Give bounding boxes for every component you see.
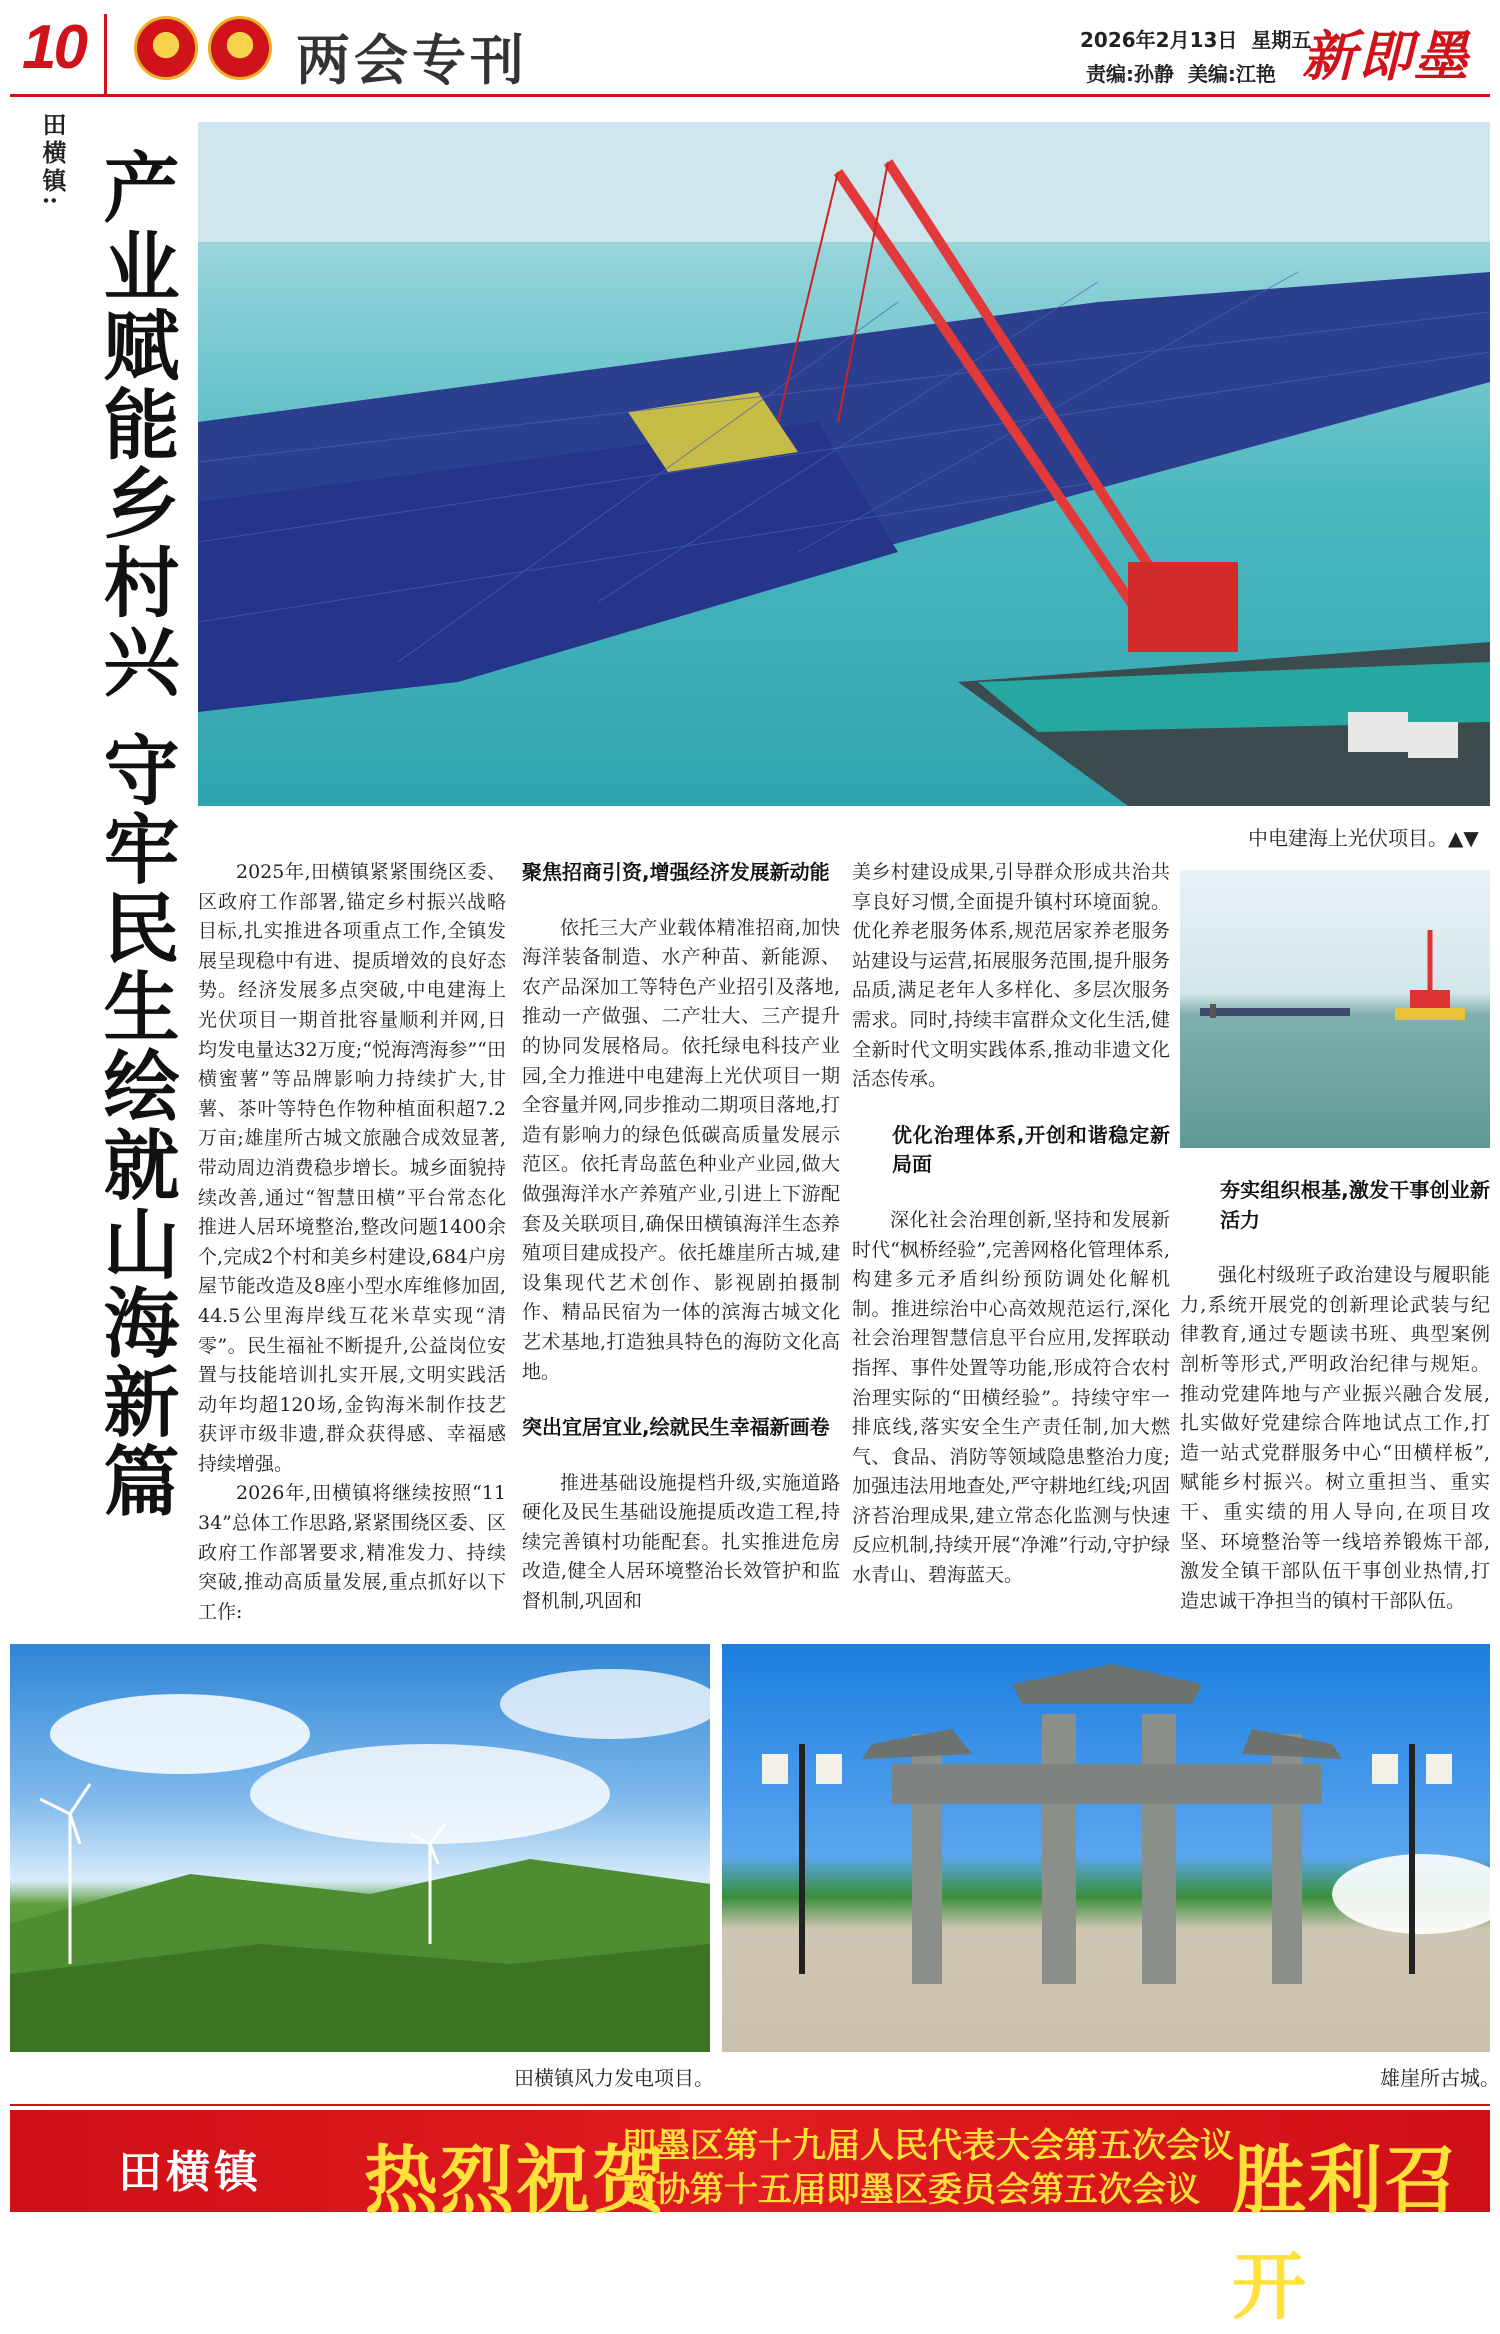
section-heading: 聚焦招商引资,增强经济发展新动能 (522, 860, 830, 884)
issue-date: 2026年2月13日 星期五 (1080, 28, 1312, 52)
section-title: 两会专刊 (296, 29, 528, 92)
banner-closing: 胜利召开 (1232, 2138, 1460, 2330)
ancient-gate-photo (722, 1644, 1490, 2052)
section-heading: 夯实组织根基,激发干事创业新活力 (1220, 1178, 1490, 1232)
cppcc-emblem-icon (208, 16, 272, 80)
banner-line-2: 政协第十五届即墨区委员会第五次会议 (622, 2170, 1200, 2210)
section-heading: 优化治理体系,开创和谐稳定新局面 (892, 1122, 1170, 1177)
article-headline: 产业赋能乡村兴 守牢民生绘就山海新篇 (91, 148, 180, 1521)
page-number: 10 (22, 13, 85, 82)
article-subtitle: 田横镇: (38, 112, 67, 209)
banner-town: 田横镇 (118, 2147, 262, 2198)
header-divider (104, 14, 107, 96)
wind-photo-caption: 田横镇风力发电项目。 (514, 2066, 714, 2090)
article-paragraph: 依托三大产业载体精准招商,加快海洋装备制造、水产种苗、新能源、农产品深加工等特色产业招引及落地,推动一产做强、二产壮大、三产提升的协同发展格局。依托绿电科技产业园,全力推进中电建海上光伏项目一期全容量并网,同步推动二期项目落地,打造有影响力的绿色低碳高质量发展示范区。依托青岛蓝色种业产业园,做大做强海洋水产养殖产业,引进上下游配套及关联项目,确保田横镇海洋生态养殖项目建成投产。依托雄崖所古城,建设集现代艺术创作、影视剧拍摄制作、精品民宿为一体的滨海古城文化艺术基地,打造独具特色的海防文化高地。 (522, 916, 840, 1383)
offshore-solar-photo (198, 122, 1490, 806)
solar-platform-photo (1180, 870, 1490, 1148)
national-emblem-icon (134, 16, 198, 80)
article-paragraph: 美乡村建设成果,引导群众形成共治共享良好习惯,全面提升镇村环境面貌。优化养老服务体系,规范居家养老服务站建设与运营,拓展服务范围,提升服务品质,满足老年人多样化、多层次服务需求。同时,持续丰富群众文化生活,健全新时代文明实践体系,推动非遗文化活态传承。 (852, 861, 1170, 1091)
article-column-4 (1180, 1176, 1490, 1616)
gate-photo-caption: 雄崖所古城。 (1380, 2066, 1500, 2090)
banner-line-1: 即墨区第十九届人民代表大会第五次会议 (622, 2126, 1234, 2166)
wind-power-illustration (10, 1644, 710, 2052)
editors-line: 责编:孙静 美编:江艳 (1086, 62, 1276, 86)
main-photo-caption: 中电建海上光伏项目。▲▼ (1248, 826, 1479, 850)
article-column-1 (198, 858, 506, 1627)
section-heading: 突出宜居宜业,绘就民生幸福新画卷 (522, 1415, 830, 1440)
wind-power-photo (10, 1644, 710, 2052)
article-paragraph: 2025年,田横镇紧紧围绕区委、区政府工作部署,锚定乡村振兴战略目标,扎实推进各项重点工作,全镇发展呈现稳中有进、提质增效的良好态势。经济发展多点突破,中电建海上光伏项目一期首批容量顺利并网,日均发电量达32万度;“悦海湾海参”“田横蜜薯”等品牌影响力持续扩大,甘薯、茶叶等特色作物种植面积超7.2万亩;雄崖所古城文旅融合成效显著,带动周边消费稳步增长。城乡面貌持续改善,通过“智慧田横”平台常态化推进人居环境整治,整改问题1400余个,完成2个村和美乡村建设,684户房屋节能改造及8座小型水库维修加固,44.5公里海岸线互花米草实现“清零”。民生福祉不断提升,公益岗位安置与技能培训扎实开展,文明实践活动年均超120场,金钩海米制作技艺获评市级非遗,群众获得感、幸福感持续增强。 (198, 861, 506, 1475)
banner-cheer: 热烈祝贺 (364, 2138, 668, 2224)
masthead-logo: 新即墨 (1302, 24, 1470, 88)
solar-platform-illustration (1180, 870, 1490, 1148)
article-paragraph: 深化社会治理创新,坚持和发展新时代“枫桥经验”,完善网格化管理体系,构建多元矛盾纠纷预防调处化解机制。推进综治中心高效规范运行,深化社会治理智慧信息平台应用,发挥联动指挥、事件处置等功能,形成符合农村治理实际的“田横经验”。持续守牢一排底线,落实安全生产责任制,加大燃气、食品、消防等领域隐患整治力度;加强违法用地查处,严守耕地红线;巩固济苔治理成果,建立常态化监测与快速反应机制,持续开展“净滩”行动,守护绿水青山、碧海蓝天。 (852, 1208, 1170, 1587)
bottom-rule (10, 2104, 1490, 2106)
offshore-solar-illustration (198, 122, 1490, 806)
article-column-3 (852, 858, 1170, 1591)
article-paragraph: 推进基础设施提档升级,实施道路硬化及民生基础设施提质改造工程,持续完善镇村功能配套。扎实推进危房改造,健全人居环境整治长效管护和监督机制,巩固和 (522, 1471, 840, 1613)
article-paragraph: 强化村级班子政治建设与履职能力,系统开展党的创新理论武装与纪律教育,通过专题读书班、典型案例剖析等形式,严明政治纪律与规矩。推动党建阵地与产业振兴融合发展,扎实做好党建综合阵地试点工作,打造一站式党群服务中心“田横样板”,赋能乡村振兴。树立重担当、重实干、重实绩的用人导向,在项目攻坚、环境整治等一线培养锻炼干部,激发全镇干部队伍干事创业热情,打造忠诚干净担当的镇村干部队伍。 (1180, 1264, 1490, 1612)
ancient-gate-illustration (722, 1644, 1490, 2052)
article-paragraph: 2026年,田横镇将继续按照“1134”总体工作思路,紧紧围绕区委、区政府工作部署要求,精准发力、持续突破,推动高质量发展,重点抓好以下工作: (198, 1482, 506, 1623)
article-column-2 (522, 858, 840, 1617)
header-rule (10, 94, 1490, 97)
